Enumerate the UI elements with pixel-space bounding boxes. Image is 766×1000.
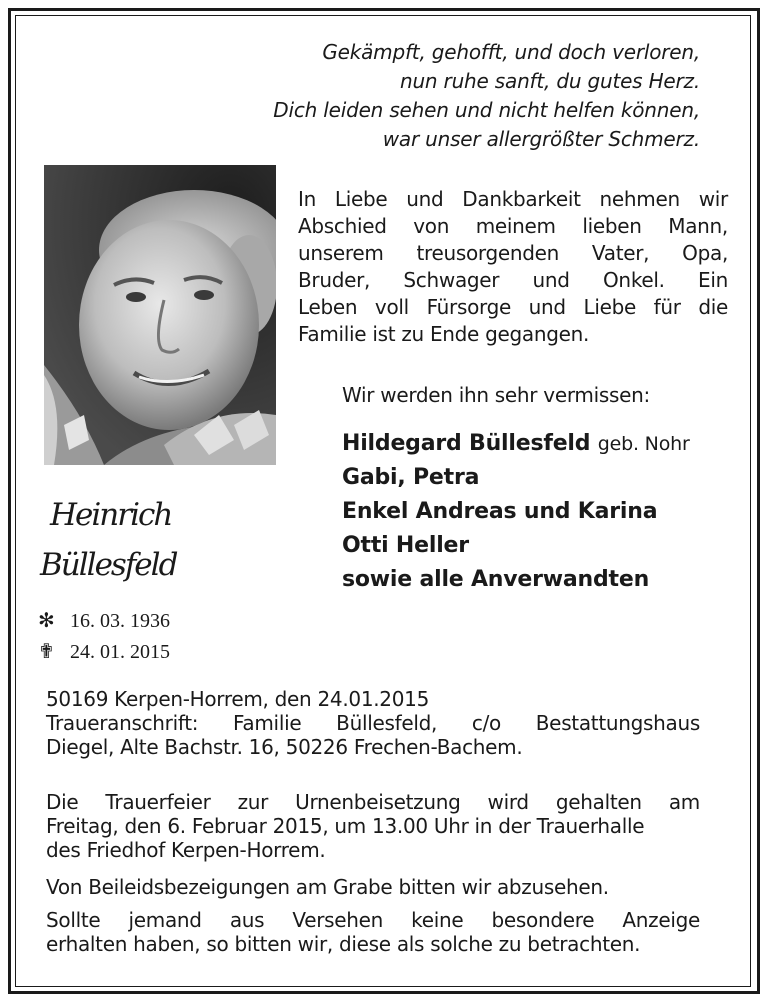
survivor-item: Otti Heller <box>342 533 469 558</box>
deceased-name <box>40 490 176 590</box>
address-line: Traueranschrift: Familie Büllesfeld, c/o Bestattungshaus <box>46 711 700 735</box>
farewell-line: Abschied von meinem lieben Mann, <box>298 214 728 238</box>
poem-line: Gekämpft, gehofft, und doch verloren, <box>322 40 700 64</box>
condolence-note: Von Beileidsbezeigungen am Grabe bitten wir abzusehen. <box>46 875 609 899</box>
deceased-last-name: Büllesfeld <box>40 547 177 583</box>
death-row <box>38 637 170 668</box>
portrait-photo <box>44 165 276 465</box>
deceased-first-name: Heinrich <box>50 497 172 533</box>
notice-line: erhalten haben, so bitten wir, diese als solche zu betrachten. <box>46 932 641 956</box>
farewell-line: In Liebe und Dankbarkeit nehmen wir <box>298 187 728 211</box>
farewell-line: Bruder, Schwager und Onkel. Ein <box>298 268 728 292</box>
funeral-info <box>46 790 700 862</box>
miss-text: Wir werden ihn sehr vermissen: <box>342 383 650 407</box>
birth-row <box>38 606 170 637</box>
survivor-item: sowie alle Anverwandten <box>342 567 650 592</box>
death-cross-icon: ✟ <box>38 641 55 663</box>
survivor-primary-suffix: geb. Nohr <box>597 433 690 455</box>
farewell-line: Leben voll Fürsorge und Liebe für die <box>298 295 728 319</box>
address-line: 50169 Kerpen-Horrem, den 24.01.2015 <box>46 687 429 711</box>
birth-date: 16. 03. 1936 <box>70 610 170 632</box>
notice-text <box>46 908 700 956</box>
funeral-line: des Friedhof Kerpen-Horrem. <box>46 838 326 862</box>
notice-line: Sollte jemand aus Versehen keine besondere Anzeige <box>46 908 700 932</box>
farewell-line: unserem treusorgenden Vater, Opa, <box>298 241 728 265</box>
birth-star-icon: ✻ <box>38 610 55 632</box>
survivor-primary <box>342 427 690 461</box>
farewell-line: Familie ist zu Ende gegangen. <box>298 322 590 346</box>
survivor-primary-name: Hildegard Büllesfeld <box>342 431 591 456</box>
survivor-item: Enkel Andreas und Karina <box>342 499 658 524</box>
memorial-poem <box>273 38 700 154</box>
address-block <box>46 687 700 759</box>
address-line: Diegel, Alte Bachstr. 16, 50226 Frechen-Bachem. <box>46 735 523 759</box>
portrait-photo-graphic <box>44 165 276 465</box>
life-dates <box>38 606 170 668</box>
poem-line: Dich leiden sehen und nicht helfen können, <box>273 98 700 122</box>
survivor-item: Gabi, Petra <box>342 465 480 490</box>
funeral-line: Die Trauerfeier zur Urnenbeisetzung wird gehalten am <box>46 790 700 814</box>
farewell-text <box>298 186 728 348</box>
poem-line: war unser allergrößter Schmerz. <box>382 127 700 151</box>
funeral-line: Freitag, den 6. Februar 2015, um 13.00 Uhr in der Trauerhalle <box>46 814 645 838</box>
poem-line: nun ruhe sanft, du gutes Herz. <box>399 69 700 93</box>
survivors-list <box>342 427 690 597</box>
death-date: 24. 01. 2015 <box>70 641 170 663</box>
